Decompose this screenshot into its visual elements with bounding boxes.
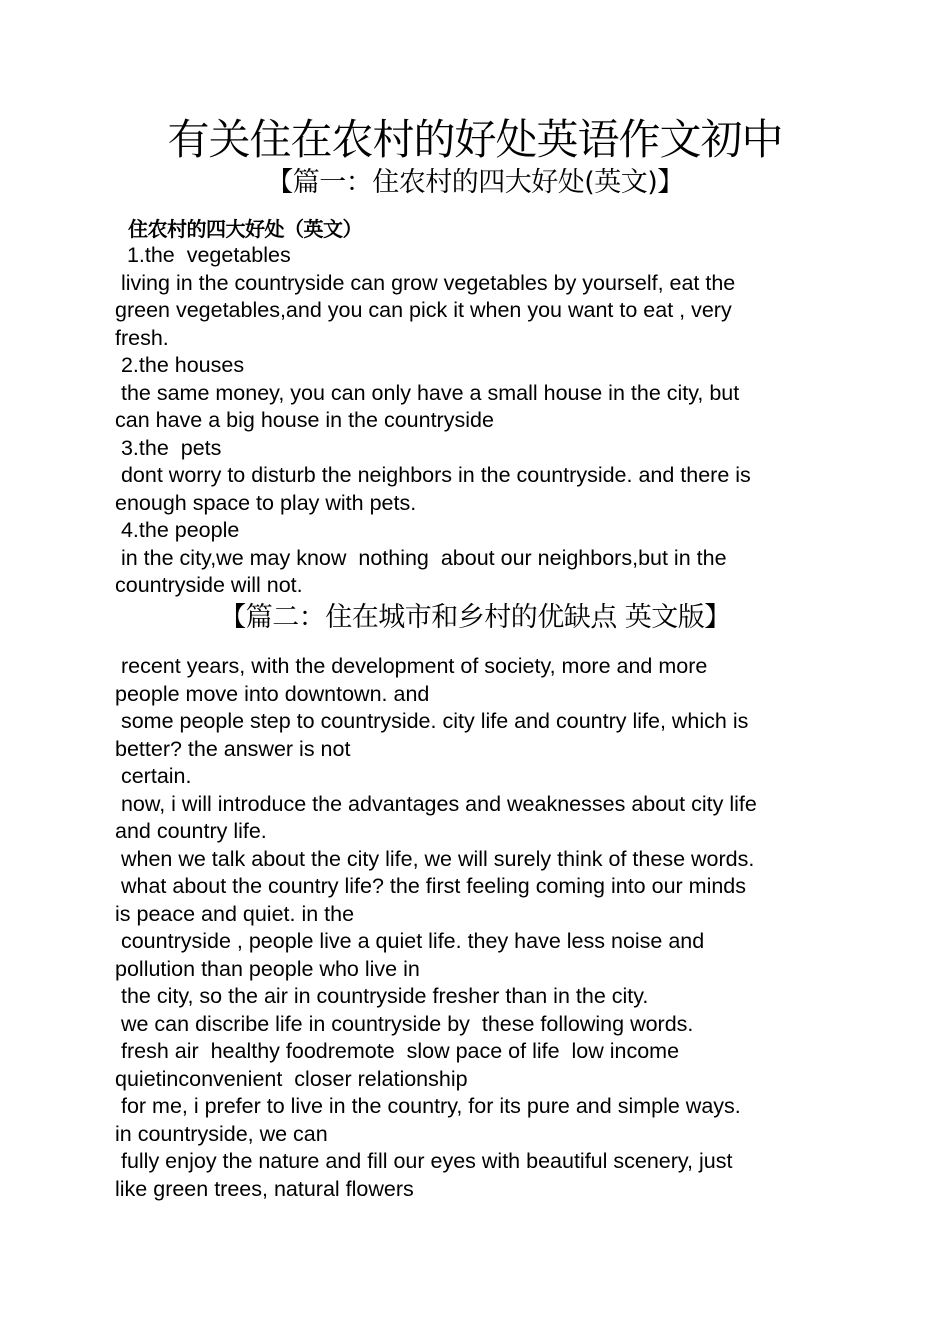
body-line: quietinconvenient closer relationship bbox=[115, 1066, 468, 1091]
body-line: the city, so the air in countryside fresher than in the city. bbox=[115, 984, 649, 1008]
body-line: countryside will not. bbox=[115, 573, 303, 597]
body-line: better? the answer is not bbox=[115, 736, 351, 761]
body-line: fresh. bbox=[115, 325, 169, 350]
body-line: we can discribe life in countryside by these following words. bbox=[115, 1011, 694, 1036]
body-line: some people step to countryside. city life and country life, which is bbox=[115, 709, 749, 733]
body-line: what about the country life? the first feeling coming into our minds bbox=[115, 874, 747, 898]
body-line: the same money, you can only have a small house in the city, but bbox=[115, 380, 740, 405]
body-line: in countryside, we can bbox=[115, 1121, 328, 1146]
body-line: can have a big house in the countryside bbox=[115, 408, 494, 432]
body-line: 1.the vegetables bbox=[115, 243, 291, 267]
body-line: for me, i prefer to live in the country, for its pure and simple ways. bbox=[115, 1094, 741, 1118]
body-line: dont worry to disturb the neighbors in the countryside. and there is bbox=[115, 463, 751, 487]
body-line: is peace and quiet. in the bbox=[115, 901, 355, 926]
section2-body bbox=[115, 653, 845, 1203]
body-line: green vegetables,and you can pick it when you want to eat , very bbox=[115, 298, 732, 322]
section1-subheading: 住农村的四大好处（英文） bbox=[128, 217, 362, 241]
body-line: recent years, with the development of society, more and more bbox=[115, 654, 708, 678]
body-line: enough space to play with pets. bbox=[115, 490, 417, 515]
section1-heading: 【篇一：住农村的四大好处(英文)】 bbox=[266, 167, 684, 198]
body-line: pollution than people who live in bbox=[115, 956, 420, 981]
body-line: 3.the pets bbox=[115, 435, 222, 460]
body-line: fresh air healthy foodremote slow pace of life low income bbox=[115, 1039, 680, 1063]
body-line: when we talk about the city life, we will surely think of these words. bbox=[115, 846, 755, 871]
body-line: certain. bbox=[115, 764, 192, 788]
body-line: fully enjoy the nature and fill our eyes with beautiful scenery, just bbox=[115, 1149, 733, 1173]
section2-heading: 【篇二：住在城市和乡村的优缺点 英文版】 bbox=[219, 602, 731, 633]
body-line: and country life. bbox=[115, 819, 267, 843]
body-line: people move into downtown. and bbox=[115, 681, 430, 706]
body-line: in the city,we may know nothing about our neighbors,but in the bbox=[115, 545, 727, 570]
document-title: 有关住在农村的好处英语作文初中 bbox=[167, 115, 783, 164]
body-line: living in the countryside can grow vegetables by yourself, eat the bbox=[115, 270, 736, 295]
body-line: 2.the houses bbox=[115, 353, 245, 377]
section1-body bbox=[115, 242, 845, 600]
body-line: countryside , people live a quiet life. they have less noise and bbox=[115, 929, 705, 953]
body-line: 4.the people bbox=[115, 518, 240, 542]
body-line: now, i will introduce the advantages and weaknesses about city life bbox=[115, 791, 757, 816]
body-line: like green trees, natural flowers bbox=[115, 1176, 414, 1201]
